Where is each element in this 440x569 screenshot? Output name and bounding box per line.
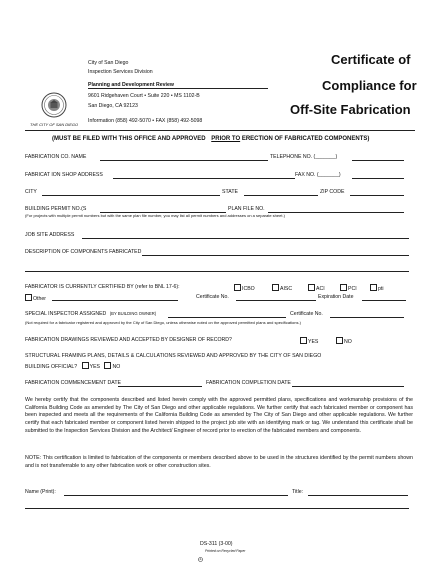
city-name: City of San Diego (88, 60, 129, 66)
telephone-label: TELEPHONE NO. (_______) (270, 154, 338, 160)
fax-label: FAX NO. (_______) (295, 172, 341, 178)
office-city: San Diego, CA 92123 (88, 103, 138, 109)
commencement-label: FABRICATION COMMENCEMENT DATE (25, 380, 121, 386)
inspector-cert-label: Certificate No. (290, 311, 323, 317)
division-name: Inspection Services Division (88, 69, 153, 75)
drawings-no-checkbox[interactable]: NO (336, 337, 352, 345)
plan-file-label: PLAN FILE NO. (228, 206, 265, 212)
note-paragraph: NOTE: This certification is limited to fabrication of the components or members described above to be used in the structures identified by the permit numbers shown and is not transferrable to any other fabrication work or other construction sites. (25, 455, 413, 469)
plan-file-input[interactable] (268, 212, 404, 213)
inspector-input[interactable] (168, 317, 286, 318)
components-input[interactable] (142, 255, 409, 256)
state-input[interactable] (244, 195, 318, 196)
inspector-cert-input[interactable] (330, 317, 404, 318)
title-input[interactable] (308, 495, 408, 496)
commencement-input[interactable] (118, 386, 202, 387)
structural-label-line-1: STRUCTURAL FRAMING PLANS, DETAILS & CALCULATIONS REVIEWED AND APPROVED BY THE CITY OF SAN DIEGO (25, 353, 322, 359)
inspector-note: (Not required for a fabricator registered and approved by the City of San Diego, unless otherwise noted on the approved permitted plans and specifications.) (25, 320, 301, 325)
cert-icbo-checkbox[interactable]: ICBO (234, 284, 255, 292)
cert-pci-checkbox[interactable]: PCI (340, 284, 357, 292)
zip-label: ZIP CODE (320, 189, 345, 195)
telephone-input[interactable] (352, 160, 404, 161)
city-seal (41, 92, 67, 118)
form-title-line-1: Certificate of (331, 52, 411, 67)
form-title-line-3: Off-Site Fabrication (290, 102, 411, 117)
completion-label: FABRICATION COMPLETION DATE (206, 380, 291, 386)
structural-no-checkbox[interactable]: NO (104, 364, 120, 370)
other-input[interactable] (52, 300, 178, 301)
department-name: Planning and Development Review (88, 82, 174, 88)
state-label: STATE (222, 189, 238, 195)
seal-caption: THE CITY OF SAN DIEGO (30, 122, 79, 127)
cert-pti-checkbox[interactable]: pti (370, 284, 383, 292)
certified-by-label: FABRICATOR IS CURRENTLY CERTIFIED BY (refer to BNL 17-6): (25, 284, 180, 290)
cert-other-checkbox[interactable]: Other (25, 294, 46, 302)
shop-address-input[interactable] (113, 178, 295, 179)
cert-aci-checkbox[interactable]: ACI (308, 284, 325, 292)
cert-no-input[interactable] (236, 300, 316, 301)
components-label: DESCRIPTION OF COMPONENTS FABRICATED (25, 249, 142, 255)
job-site-label: JOB SITE ADDRESS (25, 232, 75, 238)
structural-yes-checkbox[interactable]: YES (82, 364, 100, 370)
recycled-paper-note: Printed on Recycled Paper (205, 549, 246, 553)
drawings-label: FABRICATION DRAWINGS REVIEWED AND ACCEPTED BY DESIGNER OF RECORD? (25, 337, 232, 343)
certification-paragraph: We hereby certify that the components described and listed herein comply with the approved permitted plans, specifications and workmanship provisions of the California Building Code as amended by The City of San Diego and other applicable regulations. We further certify that each fabricated member or component has been inspected and meets all the requirements of the California Building Code as amended by The City of San Diego and other applicable regulations. We further certify that each fabricated member or component listed herein shipped to the project job site with an identifying mark or tag. We understand this certificate shall be submitted to the Inspection Services Division and the Architect/ Engineer of record prior to erection of the fabricated members and components. (25, 397, 413, 434)
cert-aisc-checkbox[interactable]: AISC (272, 284, 292, 292)
zip-input[interactable] (350, 195, 404, 196)
city-input[interactable] (42, 195, 220, 196)
expiration-label: Expiration Date (318, 294, 354, 300)
inspector-label: SPECIAL INSPECTOR ASSIGNED (BY BUILDING OWNER) (25, 311, 157, 317)
shop-address-label: FABRICAT ION SHOP ADDRESS (25, 172, 103, 178)
permit-label: BUILDING PERMIT NO.(S (25, 206, 87, 212)
expiration-input[interactable] (362, 300, 406, 301)
cert-no-label: Certificate No. (196, 294, 229, 300)
filing-notice: (MUST BE FILED WITH THIS OFFICE AND APPROVED PRIOR TO ERECTION OF FABRICATED COMPONENTS) (52, 136, 370, 142)
name-print-input[interactable] (64, 495, 288, 496)
fax-input[interactable] (352, 178, 404, 179)
job-site-input[interactable] (82, 238, 409, 239)
fab-name-input[interactable] (100, 160, 268, 161)
title-label: Title: (292, 489, 304, 495)
permit-note: (For projects with multiple permit numbers but with the same plan file number, you may list all permit numbers and addresses on a separate sheet.) (25, 213, 285, 218)
completion-input[interactable] (292, 386, 404, 387)
name-print-label: Name (Print): (25, 489, 56, 495)
city-label: CITY (25, 189, 37, 195)
structural-label-line-2: BUILDING OFFICIAL? YES NO (25, 364, 121, 370)
components-input-line-2[interactable] (25, 271, 409, 272)
office-contact: Information (858) 492-5070 • FAX (858) 492-5098 (88, 118, 203, 124)
form-title-line-2: Compliance for (322, 78, 417, 93)
form-number: DS-311 (3-00) (200, 541, 233, 547)
office-address: 9601 Ridgehaven Court • Suite 220 • MS 1102-B (88, 93, 200, 99)
drawings-yes-checkbox[interactable]: YES (300, 337, 318, 345)
fab-name-label: FABRICATION CO. NAME (25, 154, 87, 160)
recycle-icon (198, 549, 203, 554)
